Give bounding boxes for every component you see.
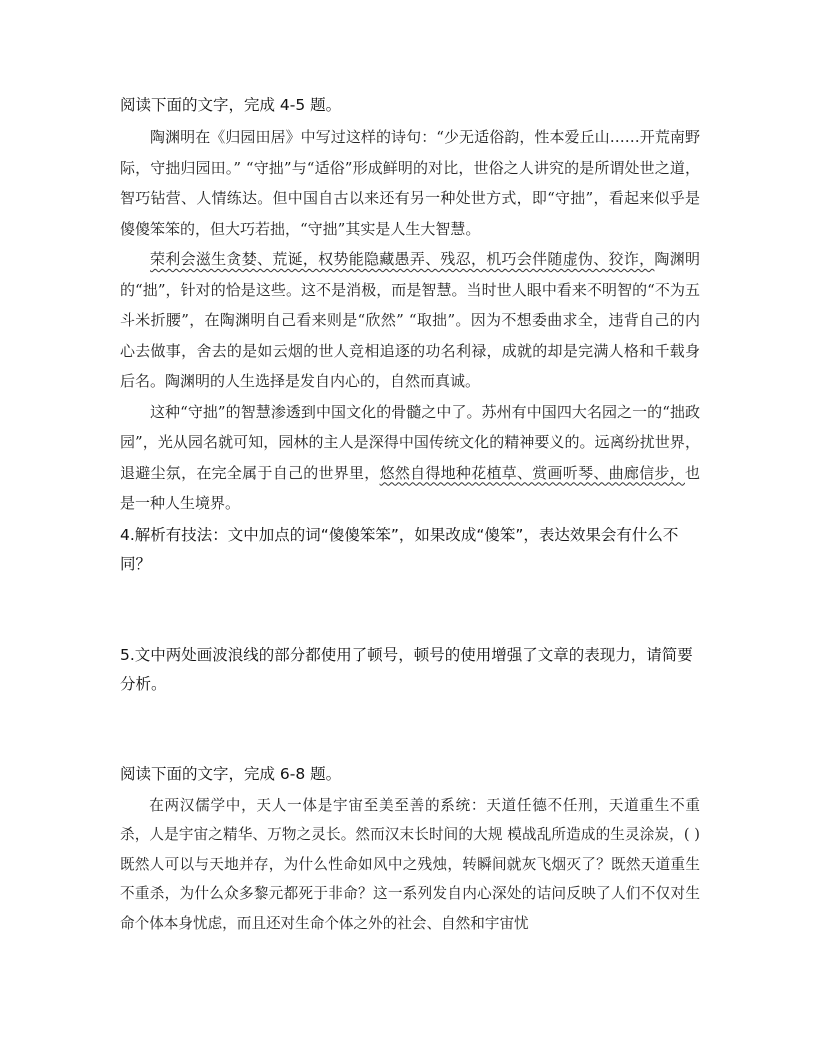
passage1-paragraph-3-text-a: 这种“守拙”的智慧渗透到中国文化的骨髓之中了。苏州有中国四大名园之一的“拙政园”，光从园名就可知，园林的主人是深得中国传统文化的精神要义的。远离纷扰世界，退避尘氛，在完全属于自己的世界里， (120, 402, 700, 482)
question-4: 4.解析有技法：文中加点的词“傻傻笨笨”，如果改成“傻笨”，表达效果会有什么不同？ (120, 525, 679, 573)
answer-space-5 (120, 699, 700, 761)
question-5: 5.文中两处画波浪线的部分都使用了顿号，顿号的使用增强了文章的表现力，请简要分析。 (120, 645, 693, 693)
passage1-paragraph-1: 陶渊明在《归园田居》中写过这样的诗句：“少无适俗韵，性本爱丘山……开荒南野际，守拙归园田。” “守拙”与“适俗”形成鲜明的对比，世俗之人讲究的是所谓处世之道，智巧钻营、人情练达。但中国自古以来还有另一种处世方式，即“守拙”，看起来似乎是傻傻笨笨的，但大巧若拙，“守拙”其实是人生大智慧。 (120, 128, 700, 238)
wavy-underlined-text-2: 悠然自得地种花植草、赏画听琴、曲廊信步， (379, 463, 685, 482)
answer-space-4 (120, 579, 700, 641)
passage1-paragraph-3 (120, 397, 700, 519)
passage1-paragraph-2-text: 陶渊明的“拙”，针对的恰是这些。这不是消极，而是智慧。当时世人眼中看来不明智的“不为五斗米折腰”，在陶渊明自己看来则是“欣然” “取拙”。因为不想委曲求全，违背自己的内心去做事，舍去的是如云烟的世人竞相追逐的功名利禄，成就的却是完满人格和千载身后名。陶渊明的人生选择是发自内心的，自然而真诚。 (120, 250, 700, 390)
wavy-underlined-text-1: 荣利会滋生贪婪、荒诞，权势能隐藏愚弄、残忍，机巧会伴随虚伪、狡诈， (150, 250, 655, 268)
section1-heading: 阅读下面的文字，完成 4-5 题。 (120, 96, 342, 114)
passage1-paragraph-2 (120, 244, 700, 397)
document-page (120, 92, 700, 938)
passage1-paragraph-3-text-b: 也是一种人生境界。 (120, 463, 700, 512)
section2-heading: 阅读下面的文字，完成 6-8 题。 (120, 764, 342, 783)
passage2-paragraph-1: 在两汉儒学中，天人一体是宇宙至美至善的系统：天道任德不任刑，天道重生不重杀，人是宇宙之精华、万物之灵长。然而汉末长时间的大规 模战乱所造成的生灵涂炭，( )既然人可以与天地并存，为什么性命如风中之残烛，转瞬间就灰飞烟灭了？既然天道重生不重杀，为什么众多黎元都死于非命？这一系列发自内心深处的诘问反映了人们不仅对生命个体本身忧虑，而且还对生命个体之外的社会、自然和宇宙忧 (120, 796, 700, 932)
